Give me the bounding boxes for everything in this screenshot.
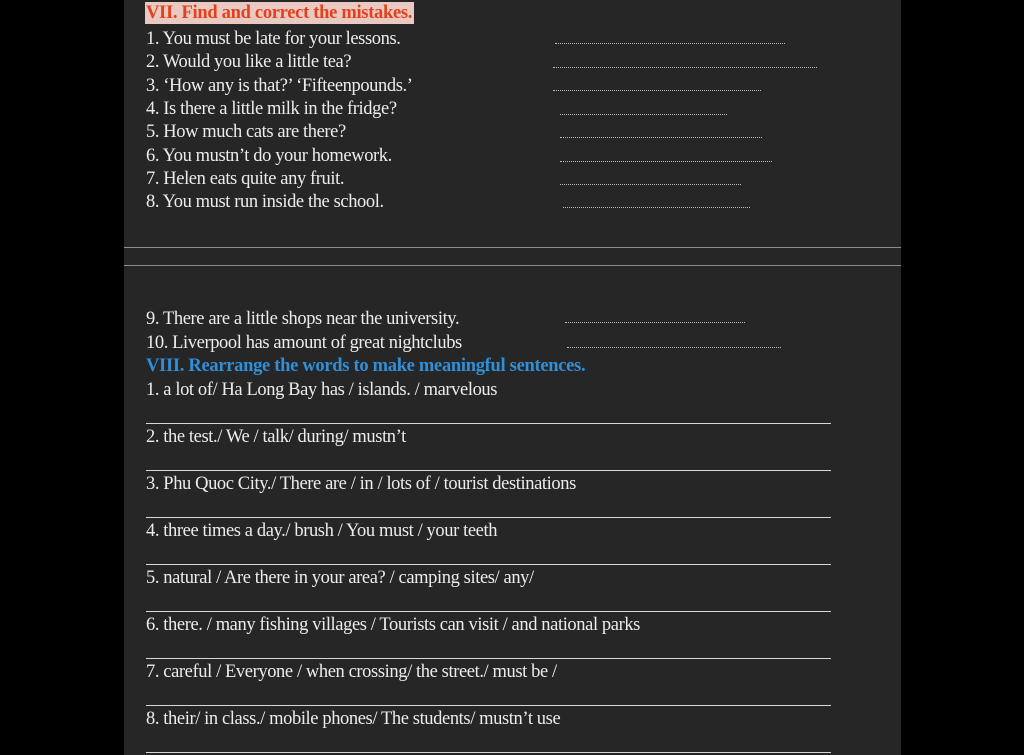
rearrange-item-4: 4. three times a day./ brush / You must / your teeth — [146, 521, 498, 541]
answer-line-4[interactable] — [146, 564, 831, 565]
mistake-item-7: 7. Helen eats quite any fruit. — [146, 169, 345, 189]
rearrange-item-5: 5. natural / Are there in your area? / camping sites/ any/ — [146, 568, 534, 588]
mistake-item-8: 8. You must run inside the school. — [146, 192, 384, 212]
answer-line-7[interactable] — [146, 705, 831, 706]
mistake-item-1: 1. You must be late for your lessons. — [146, 29, 401, 49]
answer-blank-6[interactable] — [560, 161, 772, 162]
worksheet-page — [124, 0, 901, 755]
rearrange-item-3: 3. Phu Quoc City./ There are / in / lots of / tourist destinations — [146, 474, 576, 494]
answer-blank-8[interactable] — [563, 207, 750, 208]
answer-line-2[interactable] — [146, 470, 831, 471]
answer-line-5[interactable] — [146, 611, 831, 612]
page-break-line — [124, 247, 901, 248]
answer-line-3[interactable] — [146, 517, 831, 518]
section-7-heading: VII. Find and correct the mistakes. — [146, 3, 413, 23]
page-break-line — [124, 265, 901, 266]
answer-blank-2[interactable] — [553, 67, 817, 68]
answer-blank-9[interactable] — [565, 322, 745, 323]
mistake-item-4: 4. Is there a little milk in the fridge? — [146, 99, 397, 119]
answer-line-6[interactable] — [146, 658, 831, 659]
mistake-item-5: 5. How much cats are there? — [146, 122, 346, 142]
answer-line-8[interactable] — [146, 752, 831, 753]
answer-blank-3[interactable] — [553, 90, 761, 91]
answer-blank-7[interactable] — [560, 184, 741, 185]
answer-line-1[interactable] — [146, 423, 831, 424]
rearrange-item-2: 2. the test./ We / talk/ during/ mustn’t — [146, 427, 406, 447]
mistake-item-3: 3. ‘How any is that?’ ‘Fifteenpounds.’ — [146, 76, 413, 96]
rearrange-item-7: 7. careful / Everyone / when crossing/ the street./ must be / — [146, 662, 557, 682]
rearrange-item-1: 1. a lot of/ Ha Long Bay has / islands. / marvelous — [146, 380, 498, 400]
section-8-heading: VIII. Rearrange the words to make meaningful sentences. — [146, 356, 586, 376]
answer-blank-1[interactable] — [555, 43, 785, 44]
mistake-item-10: 10. Liverpool has amount of great nightclubs — [146, 333, 462, 353]
answer-blank-10[interactable] — [567, 347, 781, 348]
rearrange-item-6: 6. there. / many fishing villages / Tourists can visit / and national parks — [146, 615, 640, 635]
mistake-item-9: 9. There are a little shops near the university. — [146, 309, 460, 329]
mistake-item-2: 2. Would you like a little tea? — [146, 52, 352, 72]
rearrange-item-8: 8. their/ in class./ mobile phones/ The students/ mustn’t use — [146, 709, 561, 729]
answer-blank-4[interactable] — [560, 114, 727, 115]
answer-blank-5[interactable] — [560, 137, 762, 138]
mistake-item-6: 6. You mustn’t do your homework. — [146, 146, 392, 166]
